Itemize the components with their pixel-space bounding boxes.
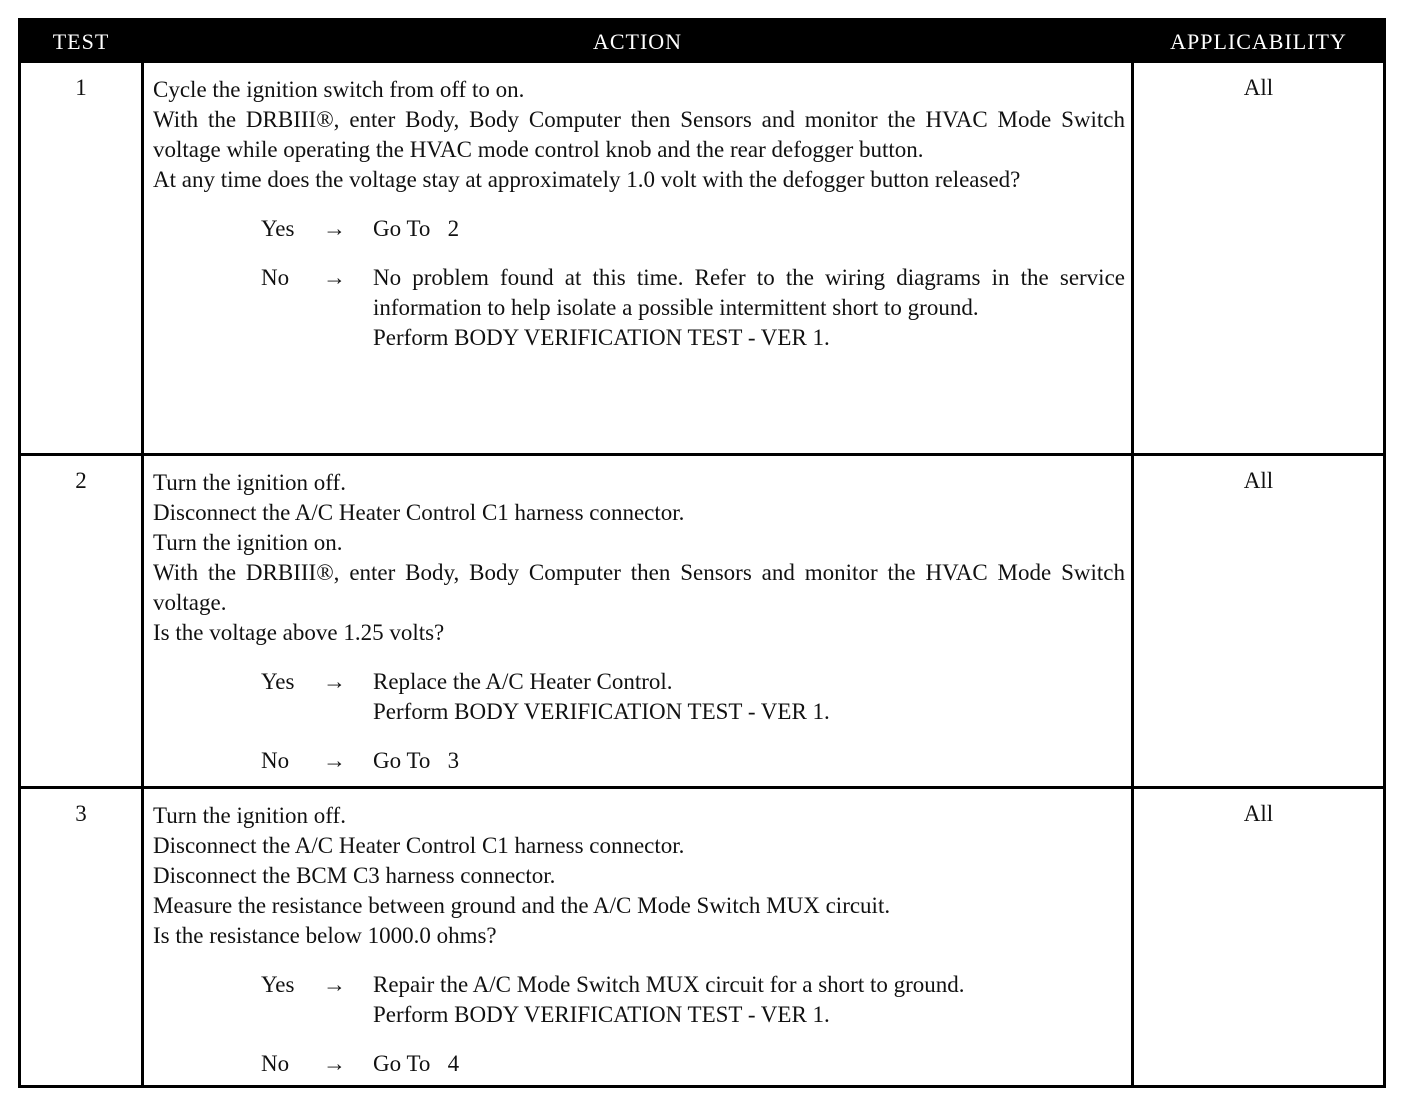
action-line: Is the voltage above 1.25 volts?: [153, 620, 445, 645]
no-result: [153, 263, 1125, 353]
yes-text: Repair the A/C Mode Switch MUX circuit for a short to ground.: [373, 972, 965, 997]
yes-result: [153, 214, 1125, 244]
yes-label: Yes: [261, 216, 295, 241]
no-label: No: [261, 265, 290, 290]
arrow-icon: →: [323, 265, 346, 290]
action-line: Disconnect the A/C Heater Control C1 harness connector.: [153, 833, 685, 858]
action-line: Is the resistance below 1000.0 ohms?: [153, 923, 497, 948]
action-cell: [153, 75, 1125, 353]
action-line: Turn the ignition off.: [153, 803, 346, 828]
yes-text: Go To 2: [373, 216, 460, 241]
no-result: [153, 746, 1125, 776]
test-number: 3: [75, 801, 87, 826]
arrow-icon: →: [323, 216, 346, 241]
no-label: No: [261, 748, 290, 773]
arrow-icon: →: [323, 669, 346, 694]
arrow-icon: →: [323, 972, 346, 997]
yes-label: Yes: [261, 972, 295, 997]
arrow-icon: →: [323, 748, 346, 773]
applicability-cell: All: [1243, 801, 1274, 826]
diagnostic-table: [18, 18, 1386, 1088]
no-result: [153, 1049, 1125, 1079]
no-text: Go To 3: [373, 748, 460, 773]
arrow-icon: →: [323, 1051, 346, 1076]
test-number: 1: [75, 75, 87, 100]
applicability-cell: All: [1243, 468, 1274, 493]
yes-text: Replace the A/C Heater Control.: [373, 669, 673, 694]
action-line: Measure the resistance between ground and the A/C Mode Switch MUX circuit.: [153, 893, 891, 918]
test-number: 2: [75, 468, 87, 493]
action-cell: [153, 468, 1125, 776]
action-line: At any time does the voltage stay at approximately 1.0 volt with the defogger button released?: [153, 167, 1021, 192]
yes-label: Yes: [261, 669, 295, 694]
action-line: Turn the ignition off.: [153, 470, 346, 495]
action-line: Turn the ignition on.: [153, 530, 343, 555]
action-cell: [153, 801, 1125, 1079]
table-row: [21, 786, 1383, 1085]
yes-result: [153, 970, 1125, 1030]
header-applicability: APPLICABILITY: [1170, 29, 1347, 54]
action-line: Cycle the ignition switch from off to on.: [153, 77, 525, 102]
applicability-cell: All: [1243, 75, 1274, 100]
yes-text: Perform BODY VERIFICATION TEST - VER 1.: [373, 699, 830, 724]
table-row: [21, 63, 1383, 453]
action-line: With the DRBIII®, enter Body, Body Computer then Sensors and monitor the HVAC Mode Switch voltage.: [153, 560, 1125, 615]
no-text: No problem found at this time. Refer to the wiring diagrams in the service information to help isolate a possible intermittent short to ground.: [373, 265, 1125, 320]
table-row: [21, 453, 1383, 786]
header-action: ACTION: [592, 29, 683, 54]
table-header: [21, 21, 1383, 63]
action-line: Disconnect the A/C Heater Control C1 harness connector.: [153, 500, 685, 525]
action-line: Disconnect the BCM C3 harness connector.: [153, 863, 556, 888]
header-test: TEST: [52, 29, 110, 54]
action-line: With the DRBIII®, enter Body, Body Computer then Sensors and monitor the HVAC Mode Switch voltage while operating the HVAC mode control knob and the rear defogger button.: [153, 107, 1125, 162]
yes-text: Perform BODY VERIFICATION TEST - VER 1.: [373, 1002, 830, 1027]
no-label: No: [261, 1051, 290, 1076]
yes-result: [153, 667, 1125, 727]
no-text: Perform BODY VERIFICATION TEST - VER 1.: [373, 325, 830, 350]
no-text: Go To 4: [373, 1051, 460, 1076]
